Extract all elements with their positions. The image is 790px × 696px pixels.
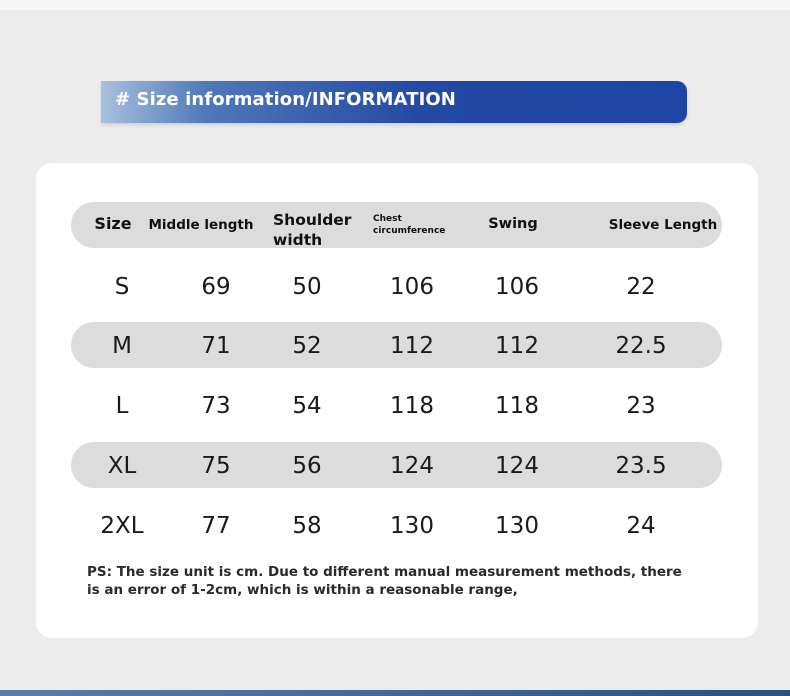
- row-m-shoulder-width: 52: [292, 333, 322, 359]
- row-l-size: L: [115, 393, 129, 419]
- size-table-card: [36, 163, 758, 638]
- row-l-swing: 118: [495, 393, 539, 419]
- header-chest-circumference: [373, 213, 453, 237]
- banner-title: # Size information/INFORMATION: [115, 89, 456, 110]
- row-xl-swing: 124: [495, 453, 539, 479]
- header-swing: Swing: [488, 216, 538, 232]
- row-l-sleeve: 23: [626, 393, 656, 419]
- header-shoulder-width: Shoulder width: [273, 211, 352, 249]
- row-s-shoulder-width: 50: [292, 274, 322, 300]
- row-s-middle-length: 69: [201, 274, 231, 300]
- row-xl-chest: 124: [390, 453, 434, 479]
- row-m-middle-length: 71: [201, 333, 231, 359]
- row-xl-middle-length: 75: [201, 453, 231, 479]
- row-2xl-sleeve: 24: [626, 513, 656, 539]
- measurement-note: [87, 563, 687, 599]
- row-s-chest: 106: [390, 274, 434, 300]
- row-m-size: M: [112, 333, 132, 359]
- row-2xl-shoulder-width: 58: [292, 513, 322, 539]
- header-chest-line1: Chest: [373, 214, 402, 224]
- row-xl-shoulder-width: 56: [292, 453, 322, 479]
- row-2xl-chest: 130: [390, 513, 434, 539]
- note-line-1: PS: The size unit is cm. Due to different manual measurement methods, there: [87, 564, 682, 580]
- row-l-chest: 118: [390, 393, 434, 419]
- row-l-middle-length: 73: [201, 393, 231, 419]
- section-banner: [101, 81, 687, 123]
- row-xl-sleeve: 23.5: [615, 453, 667, 479]
- row-m-sleeve: 22.5: [615, 333, 667, 359]
- row-s-size: S: [114, 274, 130, 300]
- row-2xl-swing: 130: [495, 513, 539, 539]
- header-size: Size: [94, 214, 132, 233]
- top-strip: [0, 0, 790, 10]
- header-middle-length: Middle length: [148, 217, 254, 233]
- bottom-strip: [0, 690, 790, 696]
- header-chest-line2: circumference: [373, 226, 446, 236]
- row-m-swing: 112: [495, 333, 539, 359]
- row-l-shoulder-width: 54: [292, 393, 322, 419]
- header-sleeve-length: Sleeve Length: [608, 217, 718, 233]
- note-line-2: is an error of 1-2cm, which is within a reasonable range,: [87, 582, 518, 598]
- row-s-swing: 106: [495, 274, 539, 300]
- row-xl-size: XL: [107, 453, 137, 479]
- row-m-chest: 112: [390, 333, 434, 359]
- row-2xl-middle-length: 77: [201, 513, 231, 539]
- row-s-sleeve: 22: [626, 274, 656, 300]
- row-2xl-size: 2XL: [100, 513, 144, 539]
